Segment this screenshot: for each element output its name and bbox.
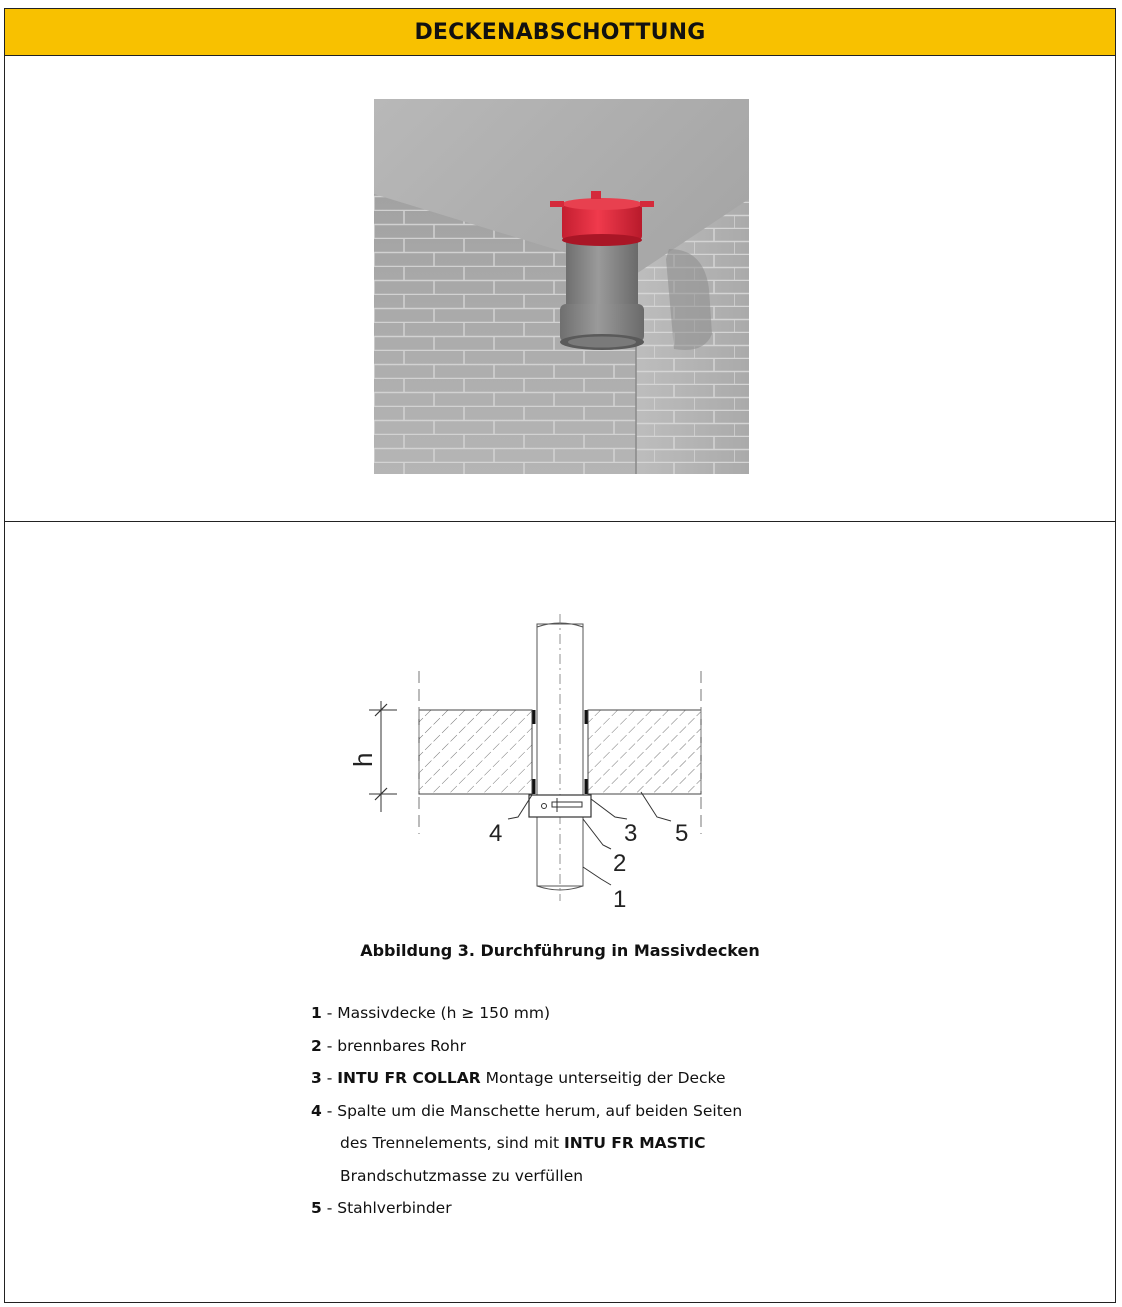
figure-caption: Abbildung 3. Durchführung in Massivdecken [360,941,760,960]
installation-photo [374,99,749,474]
slab-left [419,710,532,794]
legend-item-4: 4 - Spalte um die Manschette herum, auf beiden Seiten [311,1101,743,1120]
legend-item-3: 3 - INTU FR COLLAR Montage unterseitig der Decke [311,1069,726,1087]
legend-item-1: 1 - Massivdecke (h ≥ 150 mm) [311,1004,551,1022]
legend-item-2: 2 - brennbares Rohr [311,1036,466,1055]
label-1: 1 [613,886,627,913]
drawing-svg [345,609,765,919]
legend-item-4-line2: des Trennelements, sind mit INTU FR MASTIC [340,1134,706,1152]
document-frame [4,8,1116,1303]
label-3: 3 [624,820,638,847]
label-4: 4 [489,820,503,847]
section-divider [5,521,1115,522]
photo-svg [374,99,749,474]
section-header [5,9,1115,56]
dimension-h-label: h [348,752,378,767]
section-drawing [345,609,765,919]
slab-right [588,710,701,794]
label-2: 2 [613,850,627,877]
legend-item-4-line3: Brandschutzmasse zu verfüllen [340,1166,584,1185]
legend [311,997,742,1225]
legend-item-5: 5 - Stahlverbinder [311,1199,452,1217]
section-title: DECKENABSCHOTTUNG [414,19,706,45]
label-5: 5 [675,820,689,847]
